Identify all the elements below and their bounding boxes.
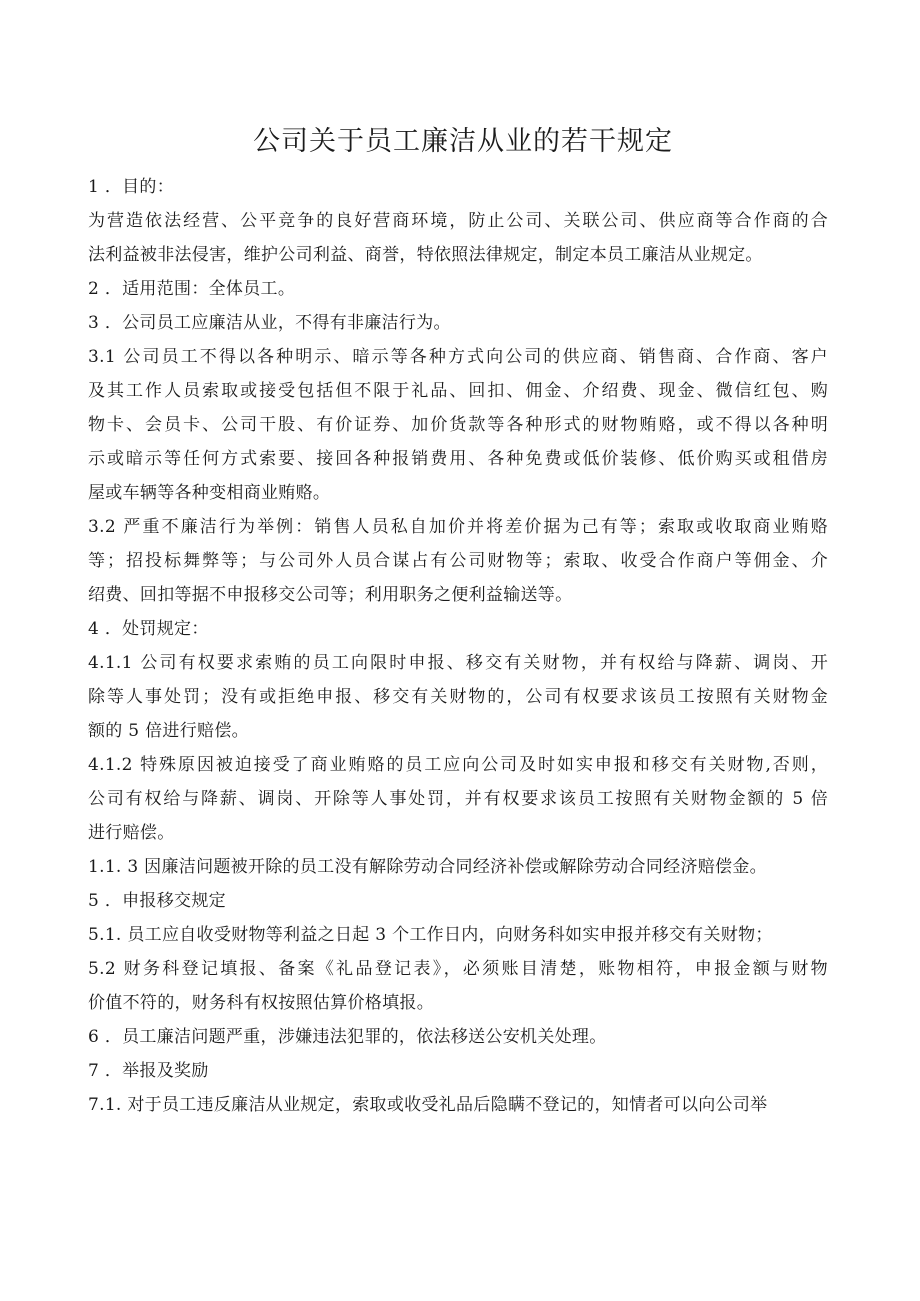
text-line: 5.1. 员工应自收受财物等利益之日起 3 个工作日内，向财务科如实申报并移交有关财物；	[88, 925, 773, 945]
paragraph	[88, 1020, 828, 1054]
paragraph	[88, 884, 828, 918]
text-line: 物卡、会员卡、公司干股、有价证券、加价货款等各种形式的财物贿赂，或不得以各种明	[88, 415, 828, 435]
paragraph	[88, 748, 828, 850]
text-line: 等；招投标舞弊等；与公司外人员合谋占有公司财物等；索取、收受合作商户等佣金、介	[88, 551, 828, 571]
text-line: 公司有权给与降薪、调岗、开除等人事处罚，并有权要求该员工按照有关财物金额的 5 倍	[88, 789, 828, 809]
paragraph	[88, 170, 828, 204]
text-line: 示或暗示等任何方式索要、接回各种报销费用、各种免费或低价装修、低价购买或租借房	[88, 449, 828, 469]
paragraph	[88, 612, 828, 646]
text-line: 为营造依法经营、公平竞争的良好营商环境，防止公司、关联公司、供应商等合作商的合	[88, 211, 828, 231]
text-line: 3.2 严重不廉洁行为举例：销售人员私自加价并将差价据为己有等；索取或收取商业贿赂	[88, 517, 828, 537]
text-line: 进行赔偿。	[88, 823, 175, 843]
text-line: 3 ．公司员工应廉洁从业，不得有非廉洁行为。	[88, 313, 451, 333]
paragraph	[88, 646, 828, 748]
text-line: 4.1.1 公司有权要求索贿的员工向限时申报、移交有关财物，并有权给与降薪、调岗、开	[88, 653, 828, 673]
text-line: 2 ．适用范围：全体员工。	[88, 279, 296, 299]
paragraph	[88, 306, 828, 340]
paragraph	[88, 510, 828, 612]
text-line: 7 ．举报及奖励	[88, 1061, 209, 1081]
document-page	[88, 118, 828, 1122]
document-title: 公司关于员工廉洁从业的若干规定	[253, 126, 673, 157]
paragraph	[88, 918, 828, 952]
text-line: 4.1.2 特殊原因被迫接受了商业贿赂的员工应向公司及时如实申报和移交有关财物,否则，	[88, 755, 828, 775]
text-line: 绍费、回扣等据不申报移交公司等；利用职务之便利益输送等。	[88, 585, 573, 605]
document-body	[88, 170, 828, 1122]
paragraph	[88, 1054, 828, 1088]
paragraph	[88, 952, 828, 1020]
text-line: 1.1. 3 因廉洁问题被开除的员工没有解除劳动合同经济补偿或解除劳动合同经济赔偿金。	[88, 857, 767, 877]
paragraph	[88, 1088, 828, 1122]
text-line: 及其工作人员索取或接受包括但不限于礼品、回扣、佣金、介绍费、现金、微信红包、购	[88, 381, 828, 401]
paragraph	[88, 272, 828, 306]
text-line: 5.2 财务科登记填报、备案《礼品登记表》，必须账目清楚，账物相符，申报金额与财物	[88, 959, 828, 979]
text-line: 6 ．员工廉洁问题严重，涉嫌违法犯罪的，依法移送公安机关处理。	[88, 1027, 607, 1047]
text-line: 1 ．目的：	[88, 177, 175, 197]
text-line: 4 ．处罚规定：	[88, 619, 209, 639]
text-line: 除等人事处罚；没有或拒绝申报、移交有关财物的，公司有权要求该员工按照有关财物金	[88, 687, 828, 707]
text-line: 7.1. 对于员工违反廉洁从业规定，索取或收受礼品后隐瞒不登记的，知情者可以向公司举	[88, 1095, 768, 1115]
text-line: 法利益被非法侵害，维护公司利益、商誉，特依照法律规定，制定本员工廉洁从业规定。	[88, 245, 763, 265]
paragraph	[88, 204, 828, 272]
text-line: 5 ．申报移交规定	[88, 891, 226, 911]
text-line: 价值不符的，财务科有权按照估算价格填报。	[88, 993, 434, 1013]
text-line: 屋或车辆等各种变相商业贿赂。	[88, 483, 331, 503]
paragraph	[88, 850, 828, 884]
paragraph	[88, 340, 828, 510]
text-line: 额的 5 倍进行赔偿。	[88, 721, 249, 741]
text-line: 3.1 公司员工不得以各种明示、暗示等各种方式向公司的供应商、销售商、合作商、客户	[88, 347, 828, 367]
